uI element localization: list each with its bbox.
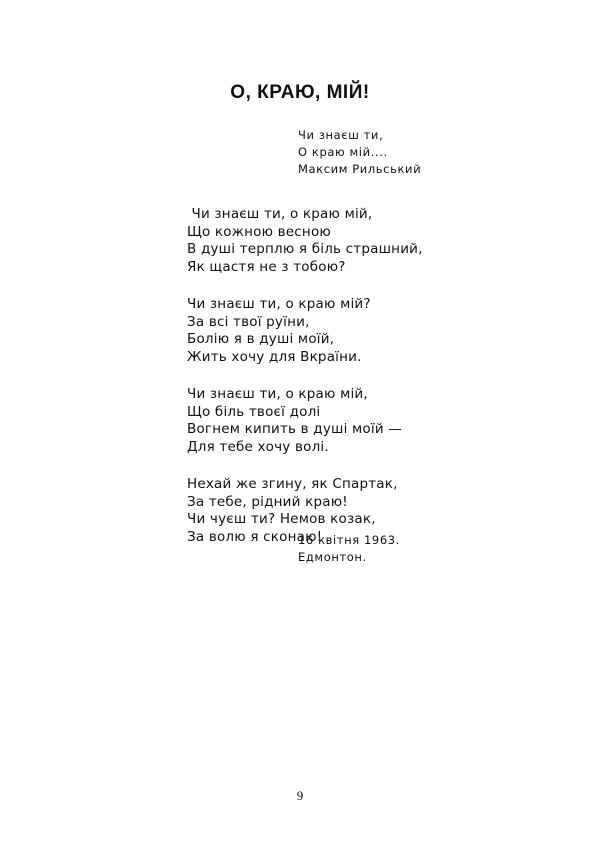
epigraph-line: О краю мій....	[298, 145, 388, 159]
poem-body	[187, 206, 423, 566]
verse-line: Чи знаєш ти, о краю мій?	[187, 296, 371, 312]
verse-line: Чи знаєш ти, о краю мій,	[187, 386, 368, 402]
verse-line: Нехай же згину, як Спартак,	[187, 476, 398, 492]
signoff-date: 16 квітня 1963.	[298, 533, 400, 547]
signoff-place: Едмонтон.	[298, 550, 367, 564]
stanza-2	[187, 296, 423, 366]
page-number: 9	[296, 788, 304, 803]
verse-line: Що кожною весною	[187, 223, 331, 240]
verse-line: За тебе, рідний краю!	[187, 493, 348, 510]
verse-line: Вогнем кипить в душі моїй —	[187, 421, 402, 437]
poem-title: О, КРАЮ, МІЙ!	[230, 82, 370, 103]
verse-line: Чи чуєш ти? Немов козак,	[187, 511, 376, 527]
verse-line: Що біль твоєї долі	[187, 403, 321, 420]
verse-line: За волю я сконаю!	[187, 528, 323, 545]
stanza-3	[187, 386, 423, 456]
verse-line: Жить хочу для Вкраїни.	[187, 348, 362, 365]
verse-line: Як щастя не з тобою?	[187, 258, 346, 275]
verse-line: В душі терплю я біль страшний,	[187, 241, 423, 257]
stanza-1	[187, 206, 423, 276]
epigraph-line: Чи знаєш ти,	[298, 128, 384, 142]
signoff	[298, 532, 400, 566]
verse-line: Чи знаєш ти, о краю мій,	[187, 206, 373, 222]
verse-line: Для тебе хочу волі.	[187, 438, 329, 455]
epigraph-author: Максим Рильський	[298, 162, 422, 176]
verse-line: Болію я в душі моїй,	[187, 331, 335, 347]
epigraph	[298, 127, 421, 178]
verse-line: За всі твої руїни,	[187, 313, 310, 330]
